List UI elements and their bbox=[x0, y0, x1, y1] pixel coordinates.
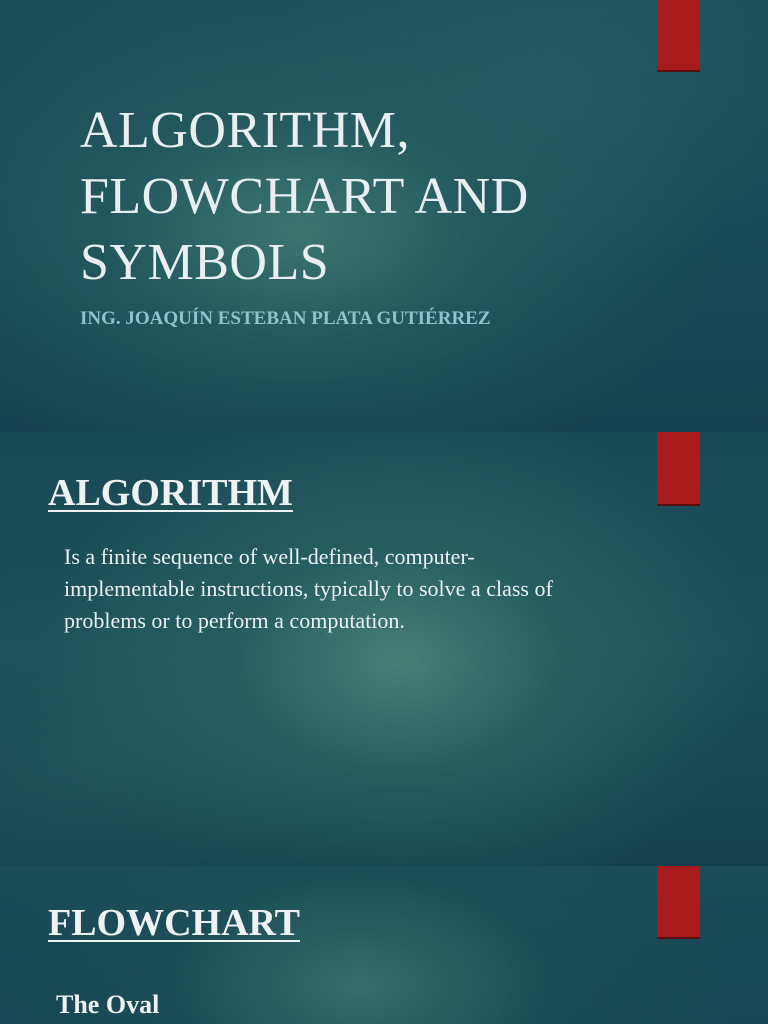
accent-bar bbox=[657, 0, 700, 72]
slide-heading: FLOWCHART bbox=[48, 902, 301, 944]
author-subtitle: ING. JOAQUÍN ESTEBAN PLATA GUTIÉRREZ bbox=[80, 308, 491, 329]
slide-heading: ALGORITHM bbox=[48, 472, 293, 514]
slide-title: ALGORITHM, FLOWCHART AND SYMBOLS bbox=[80, 102, 529, 291]
title-slide bbox=[0, 0, 768, 432]
flowchart-slide bbox=[0, 866, 768, 1024]
accent-bar bbox=[657, 866, 700, 939]
definition-text: Is a finite sequence of well-defined, computer-implementable instructions, typically to solve a class of problems or to perform a computation. bbox=[64, 544, 553, 633]
accent-bar bbox=[657, 432, 700, 506]
symbol-subheading: The Oval bbox=[56, 990, 160, 1019]
algorithm-slide bbox=[0, 432, 768, 866]
